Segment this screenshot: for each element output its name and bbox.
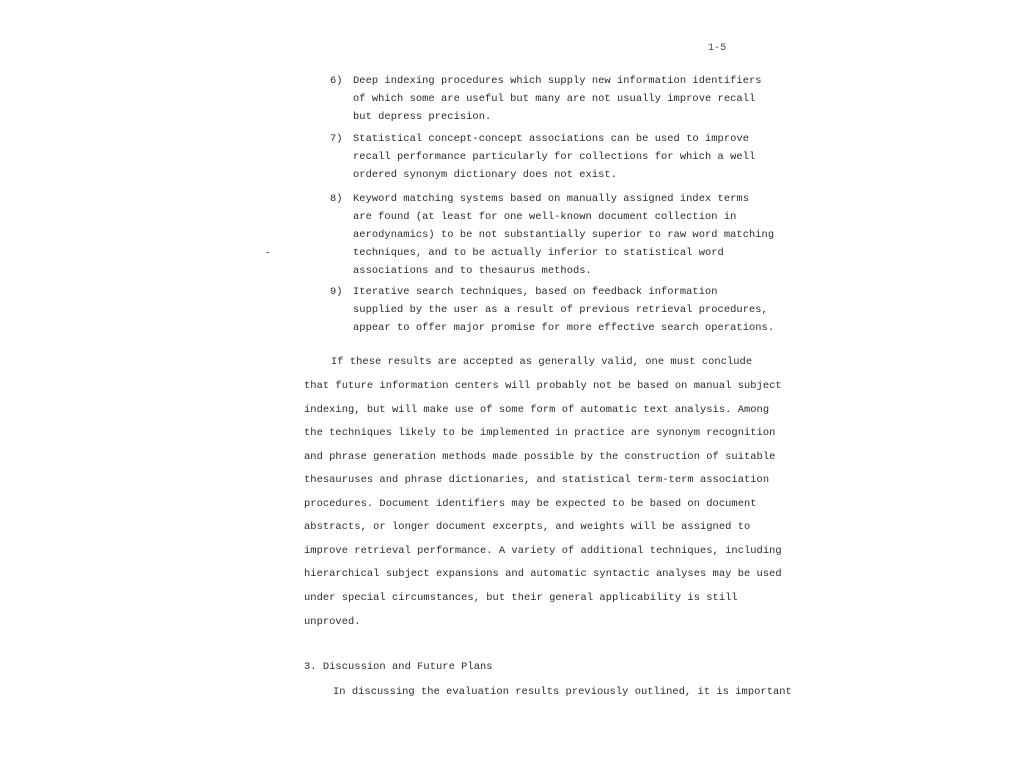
list-item-line: Deep indexing procedures which supply new information identifiers [353,75,762,87]
list-item-line: ordered synonym dictionary does not exist. [353,169,617,181]
paragraph-line: abstracts, or longer document excerpts, and weights will be assigned to [304,521,751,533]
paragraph-line: If these results are accepted as generally valid, one must conclude [331,356,753,368]
paragraph-line: under special circumstances, but their general applicability is still [304,592,738,604]
list-item-line: but depress precision. [353,111,492,123]
list-item-number: 8) [330,193,343,205]
list-item-line: of which some are useful but many are not usually improve recall [353,93,756,105]
list-item-number: 7) [330,133,343,145]
list-item-line: Iterative search techniques, based on feedback information [353,286,718,298]
list-item-line: recall performance particularly for collections for which a well [353,151,756,163]
list-item-line: are found (at least for one well-known document collection in [353,211,737,223]
paragraph-line: procedures. Document identifiers may be expected to be based on document [304,498,757,510]
paragraph-line: the techniques likely to be implemented in practice are synonym recognition [304,427,776,439]
list-item-line: Statistical concept-concept associations can be used to improve [353,133,749,145]
list-item-number: 6) [330,75,343,87]
paragraph-line: hierarchical subject expansions and automatic syntactic analyses may be used [304,568,782,580]
paragraph-line: thesauruses and phrase dictionaries, and statistical term-term association [304,474,770,486]
list-item-line: supplied by the user as a result of previous retrieval procedures, [353,304,768,316]
list-item-number: 9) [330,286,343,298]
list-item-line: aerodynamics) to be not substantially superior to raw word matching [353,229,775,241]
list-item-line: appear to offer major promise for more effective search operations. [353,322,775,334]
section-first-line: In discussing the evaluation results previously outlined, it is important [333,686,792,698]
paragraph-line: indexing, but will make use of some form of automatic text analysis. Among [304,404,770,416]
page-number: 1-5 [708,43,727,54]
list-item-line: Keyword matching systems based on manually assigned index terms [353,193,749,205]
list-item-line: techniques, and to be actually inferior to statistical word [353,247,724,259]
paragraph-line: that future information centers will probably not be based on manual subject [304,380,782,392]
scan-speck [266,252,269,253]
paragraph-line: unproved. [304,616,361,628]
list-item-line: associations and to thesaurus methods. [353,265,592,277]
paragraph-line: and phrase generation methods made possible by the construction of suitable [304,451,776,463]
section-heading: 3. Discussion and Future Plans [304,661,493,673]
paragraph-line: improve retrieval performance. A variety of additional techniques, including [304,545,782,557]
